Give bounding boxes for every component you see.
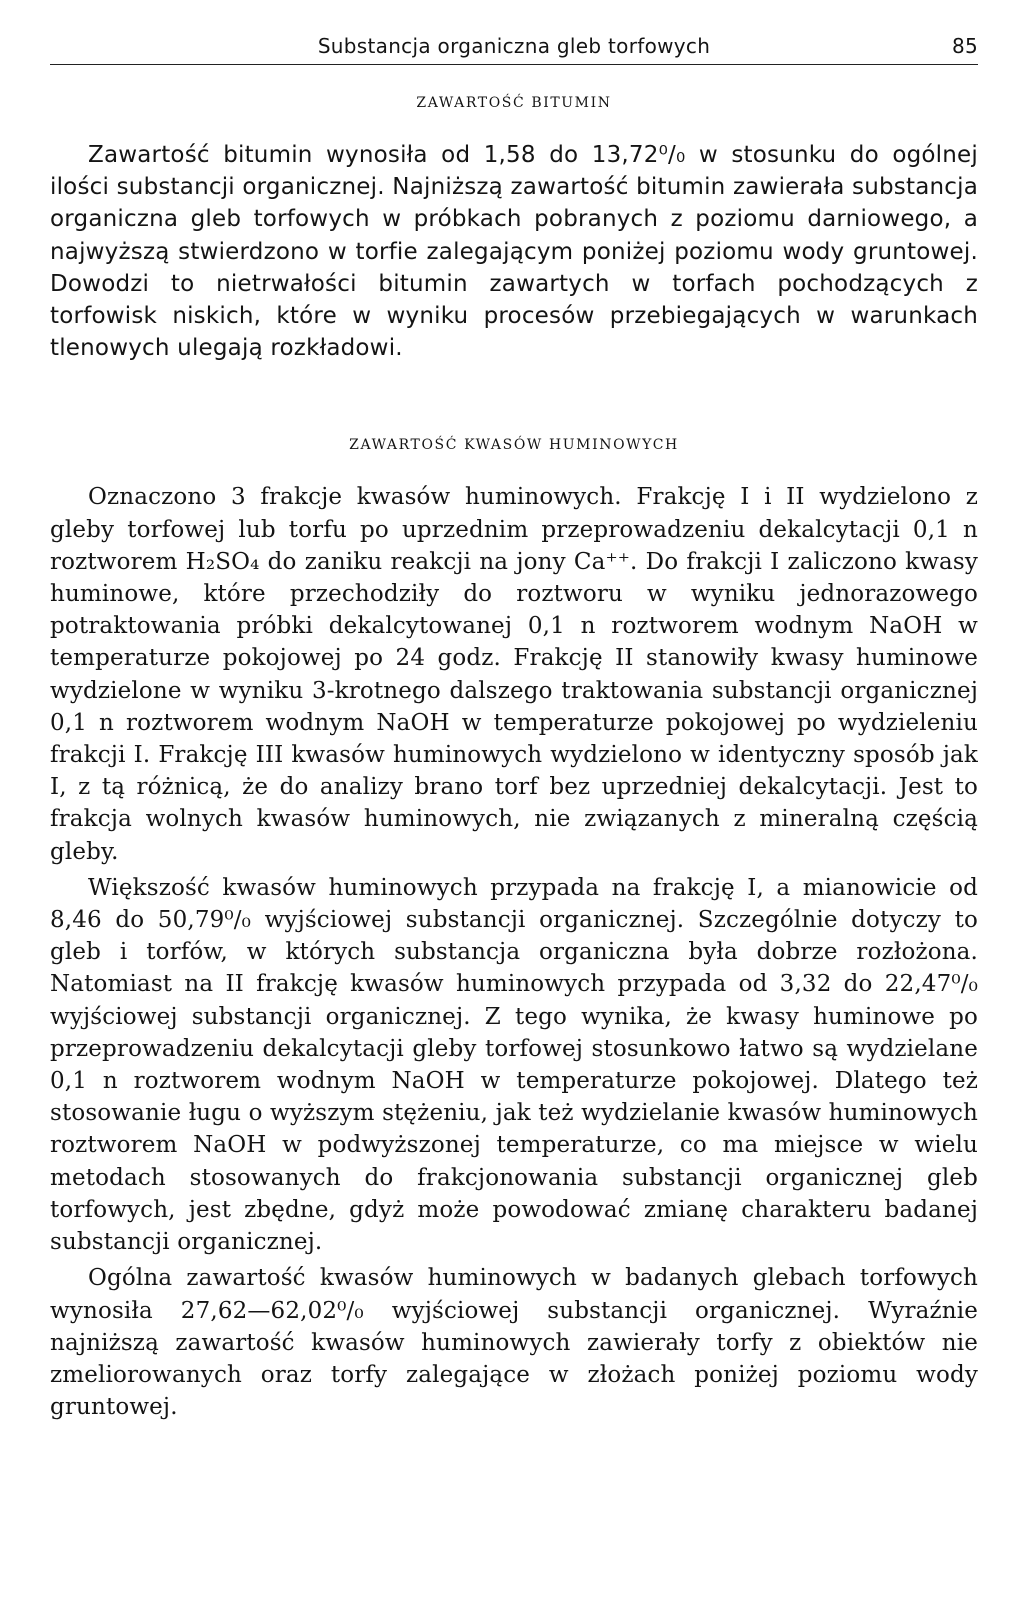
running-head — [50, 28, 978, 62]
header-rule — [50, 64, 978, 65]
section-heading-bitumin: ZAWARTOŚĆ BITUMIN — [416, 95, 612, 111]
page-number: 85 — [951, 34, 978, 58]
paragraph-bitumin: Zawartość bitumin wynosiła od 1,58 do 13,72⁰/₀ w stosunku do ogólnej ilości substancji organicznej. Najniższą zawartość bitumin zawierała substancja organiczna gleb torfowych w próbkach pobranych z poziomu darniowego, a najwyższą stwierdzono w torfie zalegającym poniżej poziomu wody gruntowej. Dowodzi to nietrwałości bitumin zawartych w torfach pochodzących z torfowisk niskich, które w wyniku procesów przebiegających w warunkach tlenowych ulegają rozkładowi. — [50, 142, 978, 362]
paragraph-humic-fractions: Oznaczono 3 frakcje kwasów huminowych. Frakcję I i II wydzielono z gleby torfowej lub torfu po uprzednim przeprowadzeniu dekalcytacji 0,1 n roztworem H₂SO₄ do zaniku reakcji na jony Ca⁺⁺. Do frakcji I zaliczono kwasy huminowe, które przechodziły do roztworu w wyniku jednorazowego potraktowania próbki dekalcytowanej 0,1 n roztworem wodnym NaOH w temperaturze pokojowej po 24 godz. Frakcję II stanowiły kwasy huminowe wydzielone w wyniku 3-krotnego dalszego traktowania substancji organicznej 0,1 n roztworem wodnym NaOH w temperaturze pokojowej po wydzieleniu frakcji I. Frakcję III kwasów huminowych wydzielono w identyczny sposób jak I, z tą różnicą, że do analizy brano torf bez uprzedniej dekalcytacji. Jest to frakcja wolnych kwasów huminowych, nie związanych z mineralną częścią gleby. — [50, 484, 978, 865]
paragraph-humic-majority: Większość kwasów huminowych przypada na frakcję I, a mianowicie od 8,46 do 50,79⁰/₀ wyjściowej substancji organicznej. Szczególnie dotyczy to gleb i torfów, w których substancja organiczna była dobrze rozłożona. Natomiast na II frakcję kwasów huminowych przypada od 3,32 do 22,47⁰/₀ wyjściowej substancji organicznej. Z tego wynika, że kwasy huminowe po przeprowadzeniu dekalcytacji gleby torfowej stosunkowo łatwo są wydzielane 0,1 n roztworem wodnym NaOH w temperaturze pokojowej. Dlatego też stosowanie ługu o wyższym stężeniu, jak też wydzielanie kwasów huminowych roztworem NaOH w podwyższonej temperaturze, co ma miejsce w wielu metodach stosowanych do frakcjonowania substancji organicznej gleb torfowych, jest zbędne, gdyż może powodować zmianę charakteru badanej substancji organicznej. — [50, 874, 978, 1256]
section-heading-humic-acids: ZAWARTOŚĆ KWASÓW HUMINOWYCH — [349, 437, 679, 454]
running-title: Substancja organiczna gleb torfowych — [317, 34, 711, 58]
paragraph-humic-total: Ogólna zawartość kwasów huminowych w badanych glebach torfowych wynosiła 27,62—62,02⁰/₀ wyjściowej substancji organicznej. Wyraźnie najniższą zawartość kwasów huminowych zawierały torfy z obiektów nie zmeliorowanych oraz torfy zalegające w złożach poniżej poziomu wody gruntowej. — [50, 1265, 978, 1421]
book-page — [50, 28, 978, 1423]
